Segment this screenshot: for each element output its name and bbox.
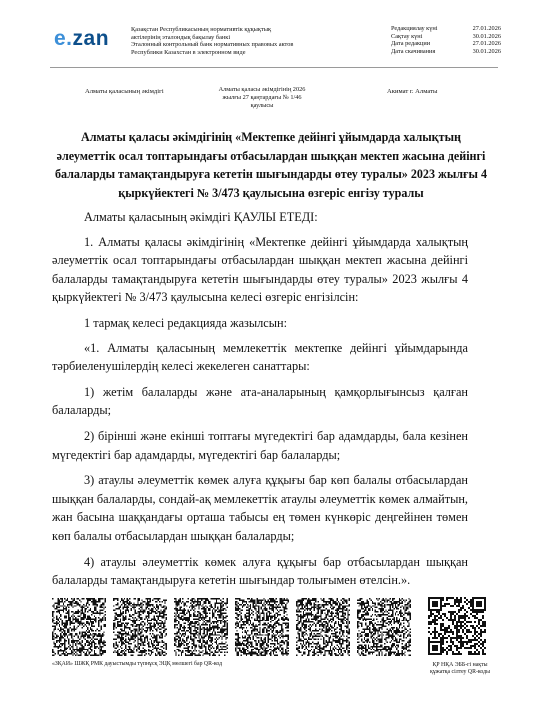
- document-title: Алматы қаласы әкімдігінің «Мектепке дейінгі ұйымдарда халықтың әлеуметтік осал топтарындағы отбасылардан шыққан мектеп жасына дейінгі балаларды тамақтандыруға кететін шығындарды өтеу туралы» 2023 жылғы 4 қыркүйектегі № 3/473 қаулысына өзгеріс енгізу туралы: [54, 130, 488, 200]
- reference-line: Алматы қаласы әкімдігінің 2026: [218, 86, 306, 93]
- paragraph: 3) атаулы әлеуметтік көмек алуға құқығы бар көп балалы отбасылардан шыққан балаларды, сондай-ақ мемлекеттік атаулы әлеуметтік көмек алмайтын, жан басына шаққандағы орташа табысы ең төмен күнкөріс деңгейінен төмен көп балалы отбасылардан шыққан балаларды;: [52, 473, 468, 543]
- meta-row: [391, 48, 501, 56]
- meta-value: 30.01.2026: [472, 48, 501, 56]
- document-body: [52, 208, 468, 597]
- document-qr-code[interactable]: [428, 597, 486, 655]
- resolution-reference: [212, 86, 312, 109]
- signature-qr-code: [52, 598, 106, 656]
- reference-line: қаулысы: [250, 101, 274, 109]
- signature-qr-code: [296, 598, 350, 656]
- meta-row: [391, 40, 501, 48]
- meta-label: Дата редакции: [391, 40, 431, 48]
- caption-line: құжатқа сілтеу QR-коды: [430, 669, 490, 675]
- meta-row: [391, 33, 501, 41]
- ezan-logo: e.zan: [54, 27, 110, 50]
- paragraph: 2) бірінші және екінші топтағы мүгедектігі бар адамдарды, бала кезінен мүгедектігі бар адамдарды, мүгедектігі бар балаларды;: [52, 428, 468, 462]
- signature-qr-caption: «ЗҚАИ» ШЖҚ РМК дауыстымды түпнұсқ ЭЦҚ мөлшегі бар QR-код: [52, 661, 223, 667]
- paragraph: 1. Алматы қаласы әкімдігінің «Мектепке дейінгі ұйымдарда халықтың әлеуметтік осал топтарындағы отбасылардан шыққан мектеп жасына дейінгі балаларды тамақтандыруға кететін шығындарды өтеу туралы» 2023 жылғы 4 қыркүйектегі № 3/473 қаулысына келесі өзгеріс енгізілсін:: [52, 234, 468, 305]
- org-line: Эталонный контрольный банк нормативных правовых актов: [131, 41, 294, 49]
- paragraph: «1. Алматы қаласының мемлекеттік мектепке дейінгі ұйымдарында тәрбиеленушілердің келесі жекелеген санаттары:: [52, 340, 468, 374]
- org-line: актілерінің эталондық бақылау банкі: [131, 33, 231, 41]
- meta-value: 27.01.2026: [472, 40, 501, 48]
- meta-label: Редакциялау күні: [391, 25, 438, 32]
- issuer-ru: Акимат г. Алматы: [387, 88, 438, 95]
- meta-value: 27.01.2026: [472, 25, 501, 32]
- paragraph: Алматы қаласының әкімдігі ҚАУЛЫ ЕТЕДІ:: [84, 210, 318, 224]
- signature-qr-strip: [52, 598, 410, 656]
- document-qr-caption: [410, 662, 510, 676]
- issuer-kz: Алматы қаласының әкімдігі: [85, 88, 164, 95]
- caption-line: ҚР НҚА ЭББ-гі нақты: [432, 662, 488, 668]
- signature-qr-code: [357, 598, 411, 656]
- signature-qr-code: [174, 598, 228, 656]
- org-line: Республики Казахстан в электронном виде: [131, 48, 246, 56]
- org-line: Қазақстан Республикасының нормативтік құқықтық: [131, 26, 272, 33]
- signature-qr-code: [235, 598, 289, 656]
- signature-qr-code: [113, 598, 167, 656]
- meta-row: [391, 25, 501, 33]
- header-organization: [131, 26, 293, 56]
- header-divider: [50, 67, 498, 68]
- meta-label: Дата скачивания: [391, 48, 436, 56]
- header-dates: [391, 25, 501, 56]
- paragraph: 1) жетім балаларды және ата-аналарының қамқорлығынсыз қалған балаларды;: [52, 384, 468, 418]
- meta-label: Сақтау күні: [391, 32, 423, 40]
- paragraph: 4) атаулы әлеуметтік көмек алуға құқығы бар отбасылардан шыққан балаларды тамақтандыруға кететін шығындар толығымен өтелсін.».: [52, 554, 468, 588]
- reference-line: жылғы 27 қаңтардағы № 1/46: [222, 93, 302, 101]
- paragraph: 1 тармақ келесі редакцияда жазылсын:: [84, 315, 288, 330]
- meta-value: 30.01.2026: [472, 32, 501, 40]
